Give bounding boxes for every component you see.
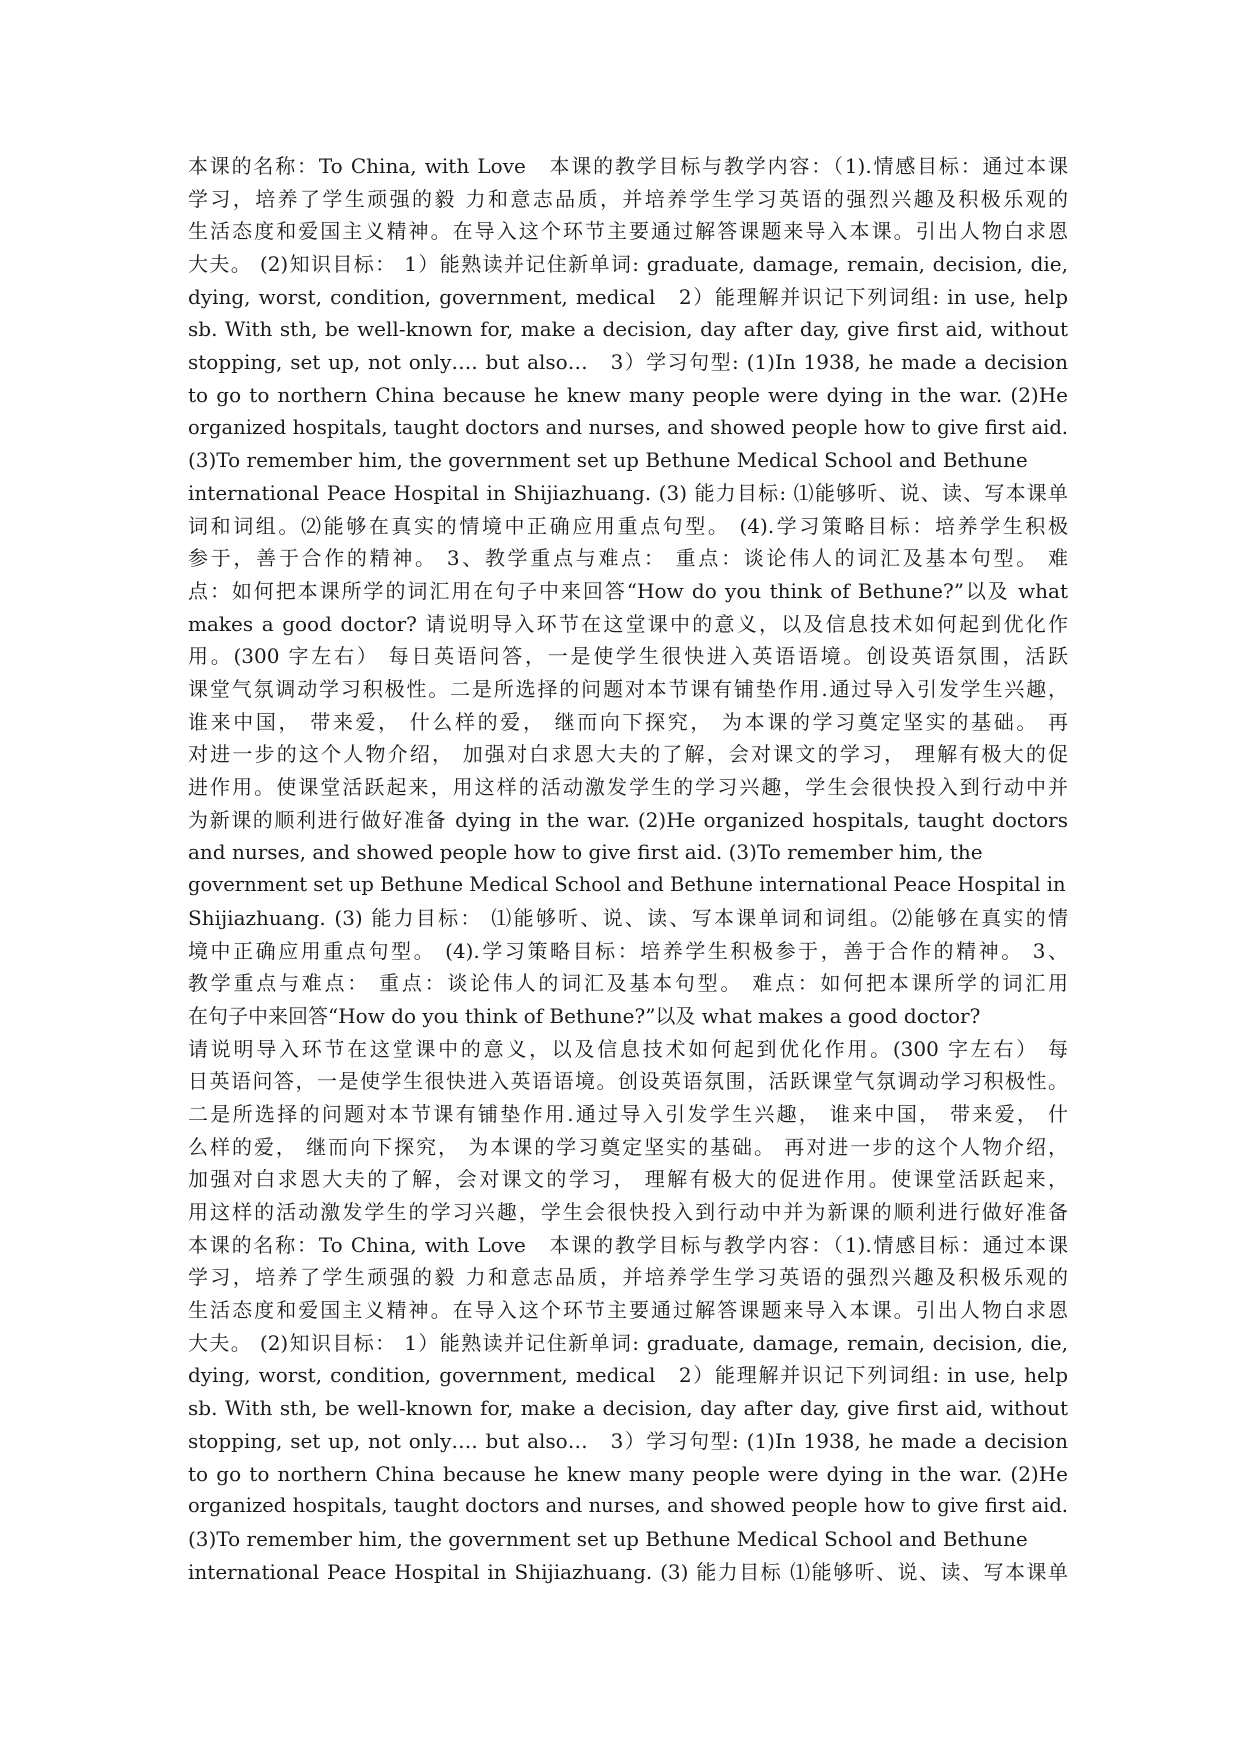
text-line: 加强对白求恩大夫的了解，会对课文的学习， 理解有极大的促进作用。使课堂活跃起来，	[188, 1167, 1068, 1192]
text-line: 在句子中来回答“How do you think of Bethune?”以及 what makes a good doctor?	[188, 1003, 981, 1028]
text-line: 境中正确应用重点句型。 (4).学习策略目标：培养学生积极参于，善于合作的精神。 3、	[188, 938, 1068, 963]
text-line: 课堂气氛调动学习积极性。二是所选择的问题对本节课有铺垫作用.通过导入引发学生兴趣，	[188, 677, 1068, 701]
text-line: 学习，培养了学生顽强的毅 力和意志品质，并培养学生学习英语的强烈兴趣及积极乐观的	[188, 186, 1068, 211]
text-line: to go to northern China because he knew many people were dying in the war. (2)He	[188, 382, 1068, 407]
text-line: 为新课的顺利进行做好准备 dying in the war. (2)He organized hospitals, taught doctors	[188, 807, 1068, 832]
text-line: 词和词组。⑵能够在真实的情境中正确应用重点句型。 (4).学习策略目标：培养学生积极	[188, 513, 1068, 538]
text-line: stopping, set up, not only…. but also… 3）学习句型: (1)In 1938, he made a decision	[188, 1428, 1068, 1453]
text-line: (3)To remember him, the government set up Bethune Medical School and Bethune	[188, 1526, 1028, 1551]
text-line: 用这样的活动激发学生的学习兴趣，学生会很快投入到行动中并为新课的顺利进行做好准备	[188, 1200, 1068, 1224]
text-line: 本课的名称：To China, with Love 本课的教学目标与教学内容：（1).情感目标：通过本课	[188, 1232, 1068, 1257]
text-line: 对进一步的这个人物介绍， 加强对白求恩大夫的了解，会对课文的学习， 理解有极大的促	[188, 742, 1068, 767]
text-line: 生活态度和爱国主义精神。在导入这个环节主要通过解答课题来导入本课。引出人物白求恩	[188, 219, 1068, 244]
text-line: 教学重点与难点： 重点：谈论伟人的词汇及基本句型。 难点：如何把本课所学的词汇用	[188, 971, 1068, 996]
text-line: to go to northern China because he knew many people were dying in the war. (2)He	[188, 1461, 1068, 1486]
text-line: (3)To remember him, the government set up Bethune Medical School and Bethune	[188, 448, 1028, 473]
text-line: makes a good doctor? 请说明导入环节在这堂课中的意义，以及信息技术如何起到优化作	[188, 611, 1068, 636]
text-line: 学习，培养了学生顽强的毅 力和意志品质，并培养学生学习英语的强烈兴趣及积极乐观的	[188, 1265, 1068, 1290]
text-line: 大夫。 (2)知识目标： 1）能熟读并记住新单词: graduate, damage, remain, decision, die,	[188, 252, 1068, 277]
text-line: stopping, set up, not only…. but also… 3）学习句型: (1)In 1938, he made a decision	[188, 350, 1068, 375]
text-line: international Peace Hospital in Shijiazhuang. (3) 能力目标: ⑴能够听、说、读、写本课单	[188, 480, 1068, 505]
text-line: 请说明导入环节在这堂课中的意义，以及信息技术如何起到优化作用。(300 字左右） 每	[188, 1036, 1068, 1061]
text-line: 用。(300 字左右） 每日英语问答，一是使学生很快进入英语语境。创设英语氛围，活跃	[188, 644, 1068, 669]
text-line: sb. With sth, be well-known for, make a decision, day after day, give first aid, without	[188, 1396, 1068, 1421]
text-line: international Peace Hospital in Shijiazhuang. (3) 能力目标 ⑴能够听、说、读、写本课单	[188, 1559, 1068, 1584]
text-line: 参于，善于合作的精神。 3、教学重点与难点： 重点：谈论伟人的词汇及基本句型。 难	[188, 546, 1068, 571]
text-line: 么样的爱， 继而向下探究， 为本课的学习奠定坚实的基础。 再对进一步的这个人物介绍，	[188, 1134, 1068, 1159]
text-line: government set up Bethune Medical School and Bethune international Peace Hospital in	[188, 873, 1066, 897]
text-line: organized hospitals, taught doctors and nurses, and showed people how to give first aid.	[188, 415, 1068, 439]
body-text	[188, 150, 1068, 1588]
text-line: 日英语问答，一是使学生很快进入英语语境。创设英语氛围，活跃课堂气氛调动学习积极性。	[188, 1069, 1068, 1094]
text-line: dying, worst, condition, government, medical 2）能理解并识记下列词组: in use, help	[188, 284, 1068, 309]
text-line: 进作用。使课堂活跃起来，用这样的活动激发学生的学习兴趣，学生会很快投入到行动中并	[188, 775, 1068, 800]
text-line: sb. With sth, be well-known for, make a decision, day after day, give first aid, without	[188, 317, 1068, 342]
text-line: 二是所选择的问题对本节课有铺垫作用.通过导入引发学生兴趣， 谁来中国， 带来爱， 什	[188, 1101, 1068, 1126]
text-line: and nurses, and showed people how to give first aid. (3)To remember him, the	[188, 840, 983, 865]
text-line: 本课的名称：To China, with Love 本课的教学目标与教学内容：（1).情感目标：通过本课	[188, 154, 1068, 178]
text-line: 点：如何把本课所学的词汇用在句子中来回答“How do you think of Bethune?”以及 what	[188, 578, 1068, 603]
text-line: Shijiazhuang. (3) 能力目标： ⑴能够听、说、读、写本课单词和词组。⑵能够在真实的情	[188, 905, 1068, 930]
text-line: 大夫。 (2)知识目标： 1）能熟读并记住新单词: graduate, damage, remain, decision, die,	[188, 1330, 1068, 1355]
text-line: organized hospitals, taught doctors and nurses, and showed people how to give first aid.	[188, 1494, 1068, 1518]
text-line: 生活态度和爱国主义精神。在导入这个环节主要通过解答课题来导入本课。引出人物白求恩	[188, 1298, 1068, 1323]
text-line: 谁来中国， 带来爱， 什么样的爱， 继而向下探究， 为本课的学习奠定坚实的基础。 再	[188, 709, 1068, 734]
text-line: dying, worst, condition, government, medical 2）能理解并识记下列词组: in use, help	[188, 1363, 1068, 1388]
